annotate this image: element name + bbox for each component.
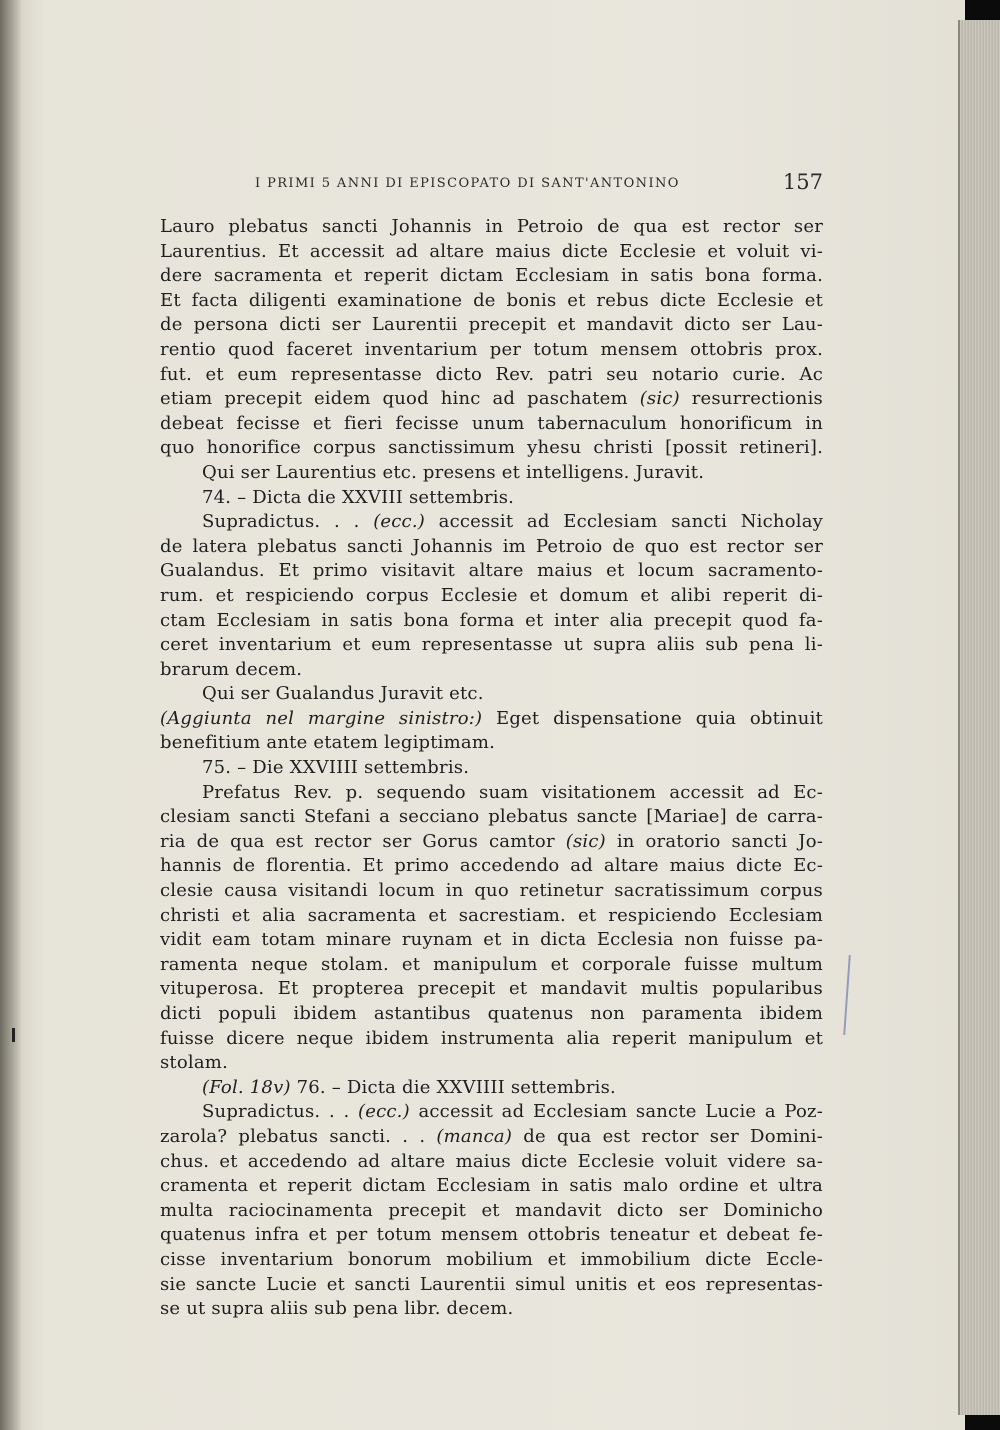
text-line: stolam. [160,1052,228,1074]
text-line: rentio quod faceret inventarium per totum mensem ottobris prox. [160,338,823,360]
text-line [160,510,823,535]
text-segment: in oratorio sancti Jo- [616,830,824,852]
text-line: de latera plebatus sancti Johannis im Petroio de quo est rector ser [160,535,823,557]
page-header [163,170,823,200]
text-line: se ut supra aliis sub pena libr. decem. [160,1298,514,1320]
text-line: sie sancte Lucie et sancti Laurentii simul unitis et eos representas- [160,1273,823,1295]
entry-heading: 75. – Die XXVIIII settembris. [202,757,470,779]
text-line: quatenus infra et per totum mensem ottobris teneatur et debeat fe- [160,1224,823,1246]
editorial-note: (Aggiunta nel margine sinistro:) [160,707,483,729]
text-line: quo honorifice corpus sanctissimum yhesu christi [possit retineri]. [160,437,823,459]
text-segment: Eget dispensatione quia obtinuit [495,707,823,729]
editorial-note: (sic) [639,388,680,410]
book-fore-edge [958,20,1000,1415]
text-line [160,830,823,855]
text-line: fut. et eum representasse dicto Rev. patri seu notario curie. Ac [160,363,823,385]
binding-mark [12,1028,15,1042]
text-line: debeat fecisse et fieri fecisse unum tabernaculum honorificum in [160,412,823,434]
editorial-note: (ecc.) [373,511,425,533]
entry-heading [160,1076,823,1101]
text-line: Et facta diligenti examinatione de bonis et rebus dicte Ecclesie et [160,289,823,311]
text-line: christi et alia sacramenta et sacrestiam. et respiciendo Ecclesiam [160,904,823,926]
text-line: hannis de florentia. Et primo accedendo ad altare maius dicte Ec- [160,855,823,877]
text-line: dere sacramenta et reperit dictam Ecclesiam in satis bona forma. [160,265,823,287]
text-line: benefitium ante etatem legiptimam. [160,732,496,754]
binding-gutter [0,0,22,1430]
text-line: Qui ser Laurentius etc. presens et intelligens. Juravit. [202,461,705,483]
folio-reference: (Fol. 18v) [202,1076,291,1098]
text-line: brarum decem. [160,658,303,680]
text-line: cisse inventarium bonorum mobilium et immobilium dicte Eccle- [160,1248,823,1270]
text-line: Prefatus Rev. p. sequendo suam visitationem accessit ad Ec- [202,781,823,803]
text-line: fuisse dicere neque ibidem instrumenta alia reperit manipulum et [160,1027,823,1049]
text-segment: de qua est rector ser Domini- [523,1125,823,1147]
text-line: rum. et respiciendo corpus Ecclesie et domum et alibi reperit di- [160,584,823,606]
text-line: chus. et accedendo ad altare maius dicte Ecclesie voluit videre sa- [160,1150,823,1172]
text-line [160,707,823,732]
text-segment: Supradictus. . . [202,1101,350,1123]
text-line: ramenta neque stolam. et manipulum et corporale fuisse multum [160,953,823,975]
text-line: Qui ser Gualandus Juravit etc. [202,683,484,705]
text-line: clesiam sancti Stefani a secciano plebatus sancte [Mariae] de carra- [160,806,823,828]
text-line [160,1100,823,1125]
text-line: Laurentius. Et accessit ad altare maius dicte Ecclesie et voluit vi- [160,240,823,262]
text-segment: ria de qua est rector ser Gorus camtor [160,830,555,852]
text-line: vidit eam totam minare ruynam et in dicta Ecclesia non fuisse pa- [160,929,823,951]
editorial-note: (sic) [565,830,606,852]
text-line [160,387,823,412]
entry-heading: 74. – Dicta die XXVIII settembris. [202,486,515,508]
text-line: clesie causa visitandi locum in quo retinetur sacratissimum corpus [160,880,823,902]
editorial-note: (ecc.) [358,1101,410,1123]
text-segment: accessit ad Ecclesiam sancte Lucie a Poz- [418,1101,824,1123]
body-text [160,215,823,1322]
editorial-note: (manca) [436,1125,513,1147]
text-segment: 76. – Dicta die XXVIIII settembris. [296,1076,616,1098]
text-line: de persona dicti ser Laurentii precepit et mandavit dicto ser Lau- [160,314,823,336]
text-line: multa raciocinamenta precepit et mandavit dicto ser Dominicho [160,1199,823,1221]
text-line: vituperosa. Et propterea precepit et mandavit multis popularibus [160,978,823,1000]
text-line: dicti populi ibidem astantibus quatenus non paramenta ibidem [160,1003,823,1024]
running-head: I PRIMI 5 ANNI DI EPISCOPATO DI SANT'ANTONINO [255,176,680,191]
text-segment: Supradictus. . . [202,511,360,533]
text-segment: zarola? plebatus sancti. . . [160,1125,426,1147]
text-segment: etiam precepit eidem quod hinc ad paschatem [160,388,628,410]
text-line [160,1125,823,1150]
text-line: Gualandus. Et primo visitavit altare maius et locum sacramento- [160,560,823,582]
pencil-margin-mark [843,955,851,1035]
page-number: 157 [782,170,823,194]
text-line: ceret inventarium et eum representasse ut supra aliis sub pena li- [160,634,823,656]
text-segment: accessit ad Ecclesiam sancti Nicholay [438,511,823,533]
text-segment: resurrectionis [691,388,823,410]
text-line: Lauro plebatus sancti Johannis in Petroio de qua est rector ser [160,216,823,237]
text-line: ctam Ecclesiam in satis bona forma et inter alia precepit quod fa- [160,609,823,631]
text-line: cramenta et reperit dictam Ecclesiam in satis malo ordine et ultra [160,1175,823,1197]
